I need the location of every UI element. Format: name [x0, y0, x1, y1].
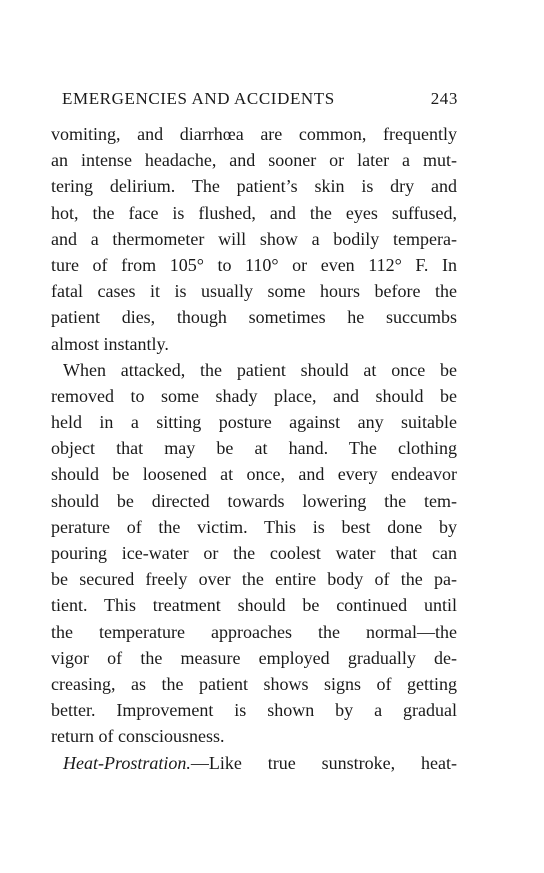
text-line: vomiting, and diarrhœa are common, frequently	[51, 124, 457, 144]
text-line: patient dies, though sometimes he succumbs	[51, 307, 457, 328]
text-line: and a thermometer will show a bodily tempera-	[51, 228, 457, 249]
text-line: be secured freely over the entire body of the pa-	[51, 569, 457, 590]
text-line: ture of from 105° to 110° or even 112° F. In	[51, 254, 457, 275]
text-line: pouring ice-water or the coolest water that can	[51, 543, 457, 563]
paragraph-end-line: almost instantly.	[51, 333, 169, 354]
text-line: held in a sitting posture against any suitable	[51, 412, 457, 433]
text-line: object that may be at hand. The clothing	[51, 438, 457, 459]
text-line: creasing, as the patient shows signs of getting	[51, 673, 457, 694]
text-line: fatal cases it is usually some hours before the	[51, 281, 457, 302]
text-line: removed to some shady place, and should be	[51, 385, 457, 406]
paragraph-first-line: When attacked, the patient should at once be	[63, 359, 457, 380]
paragraph-end-line: return of consciousness.	[51, 726, 225, 747]
text-line: perature of the victim. This is best done by	[51, 516, 457, 537]
text-line: vigor of the measure employed gradually de-	[51, 647, 457, 668]
text-line: hot, the face is flushed, and the eyes suffused,	[51, 202, 457, 223]
section-lead-line	[51, 750, 457, 776]
text-line: should be directed towards lowering the tem-	[51, 490, 457, 511]
text-line: tient. This treatment should be continued until	[51, 595, 457, 616]
text-line: tering delirium. The patient’s skin is dry and	[51, 176, 457, 197]
body-text	[51, 121, 457, 776]
text-line: should be loosened at once, and every endeavor	[51, 464, 457, 485]
text-line: the temperature approaches the normal—the	[51, 621, 457, 642]
running-head	[62, 86, 458, 112]
section-lead-text: —Like true sunstroke, heat-	[190, 752, 457, 773]
text-line: an intense headache, and sooner or later a mut-	[51, 150, 457, 171]
text-line: better. Improvement is shown by a gradual	[51, 700, 457, 721]
running-head-title: EMERGENCIES AND ACCIDENTS	[62, 89, 335, 108]
page-number: 243	[430, 89, 458, 108]
section-heading-italic: Heat-Prostration.	[63, 752, 191, 773]
